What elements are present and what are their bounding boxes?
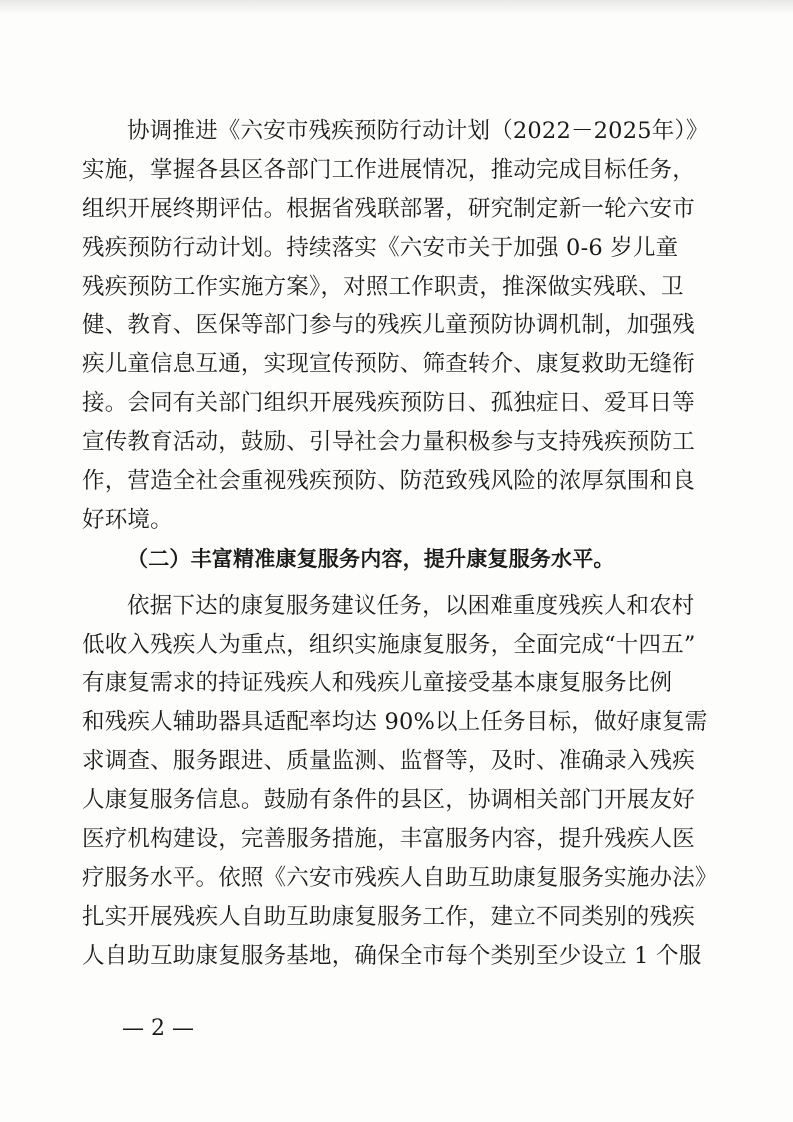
paragraph-1 bbox=[82, 112, 722, 540]
text-line: 低收入残疾人为重点，组织实施康复服务，全面完成“十四五” bbox=[82, 631, 696, 658]
text-line: 残疾预防工作实施方案》，对照工作职责，推深做实残联、卫 bbox=[82, 273, 684, 300]
text-line: 接。会同有关部门组织开展残疾预防日、孤独症日、爱耳日等 bbox=[82, 390, 695, 417]
scan-top-edge bbox=[0, 0, 793, 14]
text-line: 组织开展终期评估。根据省残联部署，研究制定新一轮六安市 bbox=[82, 195, 695, 222]
document-page bbox=[82, 112, 722, 976]
page-number: — 2 — bbox=[122, 1016, 194, 1041]
text-line: 好环境。 bbox=[82, 506, 173, 533]
text-line: 求调查、服务跟进、质量监测、监督等，及时、准确录入残疾 bbox=[82, 748, 695, 775]
text-line: 疗服务水平。依照《六安市残疾人自助互助康复服务实施办法》 bbox=[82, 864, 718, 891]
text-line: 作，营造全社会重视残疾预防、防范致残风险的浓厚氛围和良 bbox=[82, 468, 695, 495]
text-line: 人自助互助康复服务基地，确保全市每个类别至少设立 1 个服 bbox=[82, 942, 702, 969]
text-line: 和残疾人辅助器具适配率均达 90%以上任务目标，做好康复需 bbox=[82, 709, 708, 736]
text-line: 宣传教育活动，鼓励、引导社会力量积极参与支持残疾预防工 bbox=[82, 429, 695, 456]
text-line: 健、教育、医保等部门参与的残疾儿童预防协调机制，加强残 bbox=[82, 312, 695, 339]
text-line: 实施，掌握各县区各部门工作进展情况，推动完成目标任务， bbox=[82, 156, 695, 183]
text-line: 有康复需求的持证残疾人和残疾儿童接受基本康复服务比例 bbox=[82, 670, 673, 697]
spacer bbox=[82, 579, 722, 587]
section-heading: （二）丰富精准康复服务内容，提升康复服务水平。 bbox=[127, 546, 615, 571]
paragraph-2 bbox=[82, 587, 722, 976]
text-line: 医疗机构建设，完善服务措施，丰富服务内容，提升残疾人医 bbox=[82, 826, 695, 853]
text-line: 人康复服务信息。鼓励有条件的县区，协调相关部门开展友好 bbox=[82, 787, 695, 814]
text-line: 疾儿童信息互通，实现宣传预防、筛查转介、康复救助无缝衔 bbox=[82, 351, 695, 378]
text-line: 残疾预防行动计划。持续落实《六安市关于加强 0-6 岁儿童 bbox=[82, 234, 679, 261]
text-line: 扎实开展残疾人自助互助康复服务工作，建立不同类别的残疾 bbox=[82, 903, 695, 930]
text-line: 协调推进《六安市残疾预防行动计划（2022－2025年）》 bbox=[127, 118, 709, 144]
text-line: 依据下达的康复服务建议任务，以困难重度残疾人和农村 bbox=[127, 592, 695, 619]
